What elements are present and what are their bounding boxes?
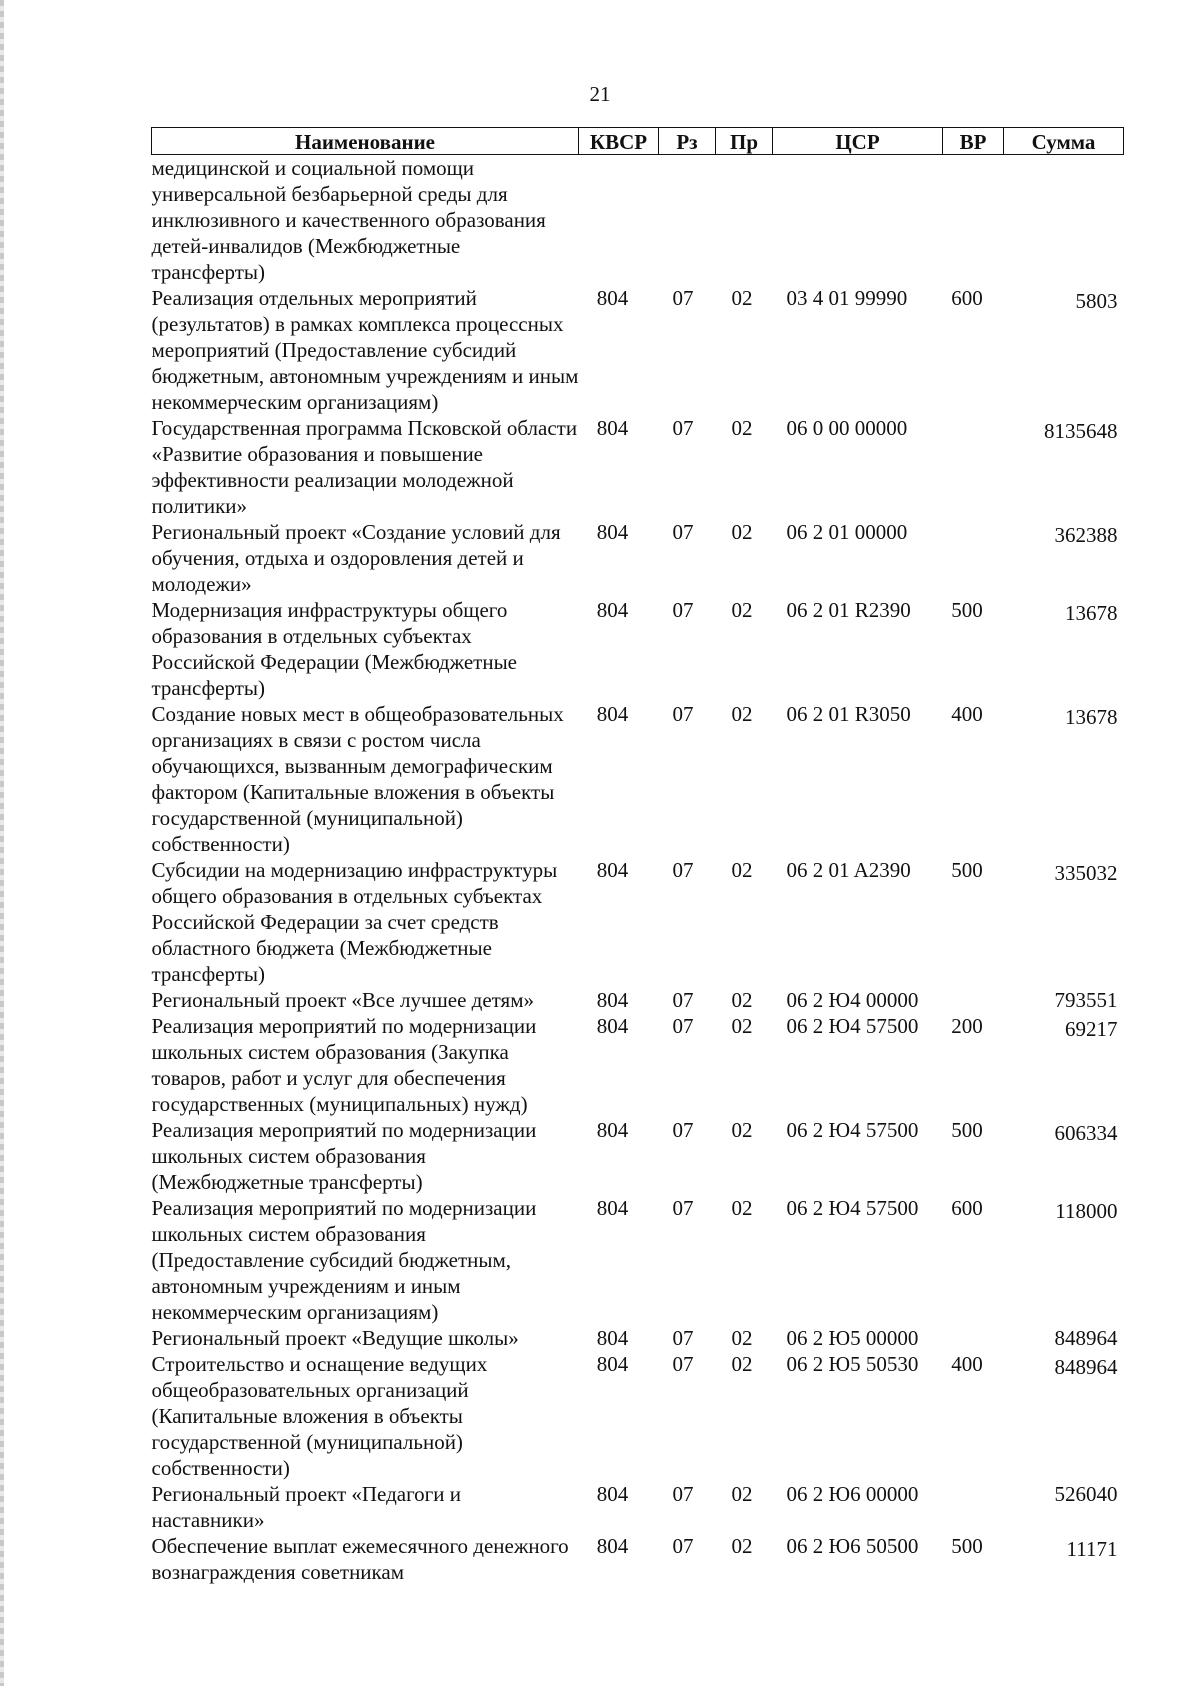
table-row [152,1013,1124,1117]
cell-pr: 02 [731,1534,753,1558]
cell-kvsr: 804 [596,1482,629,1506]
cell-pr: 02 [731,520,753,544]
cell-vr: 600 [951,1196,983,1220]
table-row [152,597,1124,701]
table-header [152,128,1124,155]
table-row [152,155,1124,286]
cell-sum: 5803 [1075,289,1118,313]
budget-table [151,127,1124,1585]
cell-sum: 793551 [1054,988,1118,1012]
cell-pr: 02 [731,1196,753,1220]
table-row [152,701,1124,857]
cell-rz: 07 [672,1014,694,1038]
cell-rz: 07 [672,858,694,882]
cell-name: Региональный проект «Ведущие школы» [151,1326,519,1350]
cell-rz: 07 [672,1482,694,1506]
cell-kvsr: 804 [596,1534,629,1558]
cell-rz: 07 [672,598,694,622]
cell-kvsr: 804 [596,1014,629,1038]
table-row [152,1325,1124,1351]
cell-pr: 02 [731,1118,753,1142]
cell-csr: 06 2 Ю4 57500 [786,1118,919,1142]
table-row [152,1351,1124,1481]
cell-sum: 118000 [1055,1199,1118,1223]
cell-kvsr [579,155,659,286]
table-row [152,1481,1124,1533]
cell-kvsr: 804 [596,988,629,1012]
cell-kvsr: 804 [596,416,629,440]
cell-rz: 07 [672,702,694,726]
table-row [152,1533,1124,1585]
cell-kvsr: 804 [596,520,629,544]
table-row [152,987,1124,1013]
cell-sum: 13678 [1065,705,1118,729]
cell-name: Государственная программа Псковской области «Развитие образования и повышение эффективности реализации молодежной политики» [151,416,578,518]
table-row [152,1195,1124,1325]
table-row [152,285,1124,415]
cell-csr: 06 2 01 00000 [786,520,908,544]
cell-csr: 06 2 Ю4 57500 [786,1196,919,1220]
cell-vr: 500 [951,858,983,882]
cell-csr: 06 2 Ю6 00000 [786,1482,919,1506]
scan-edge [0,0,4,1686]
cell-name: Создание новых мест в общеобразовательных организациях в связи с ростом числа обучающихся, вызванным демографическим фактором (Капитальные вложения в объекты государственной (муниципальной) собственности) [151,702,564,856]
cell-sum: 362388 [1054,523,1118,547]
cell-vr: 500 [951,1534,983,1558]
header-row [152,128,1124,155]
cell-vr: 200 [951,1014,983,1038]
cell-sum: 848964 [1054,1355,1118,1379]
cell-name: Модернизация инфраструктуры общего образования в отдельных субъектах Российской Федерации (Межбюджетные трансферты) [151,598,518,700]
cell-pr: 02 [731,702,753,726]
cell-rz: 07 [672,1534,694,1558]
cell-rz: 07 [672,1118,694,1142]
cell-sum: 526040 [1054,1482,1118,1506]
cell-csr: 06 2 01 A2390 [786,858,911,882]
table-row [152,519,1124,597]
cell-kvsr: 804 [596,598,629,622]
table-row [152,415,1124,519]
cell-sum: 606334 [1054,1121,1118,1145]
cell-kvsr: 804 [596,858,629,882]
cell-vr [943,519,1004,597]
cell-csr: 06 2 Ю4 00000 [786,988,919,1012]
header-vr: ВР [943,128,1004,155]
page-number: 21 [589,82,611,106]
cell-name: Строительство и оснащение ведущих общеобразовательных организаций (Капитальные вложения в объекты государственной (муниципальной) собственности) [151,1352,488,1480]
cell-name: Обеспечение выплат ежемесячного денежного вознаграждения советникам [151,1534,569,1584]
cell-rz: 07 [672,520,694,544]
cell-sum: 69217 [1065,1017,1118,1041]
header-pr: Пр [716,128,773,155]
cell-pr: 02 [731,1482,753,1506]
cell-kvsr: 804 [596,702,629,726]
cell-pr: 02 [731,286,753,310]
header-kvsr: КВСР [579,128,659,155]
cell-name: Региональный проект «Все лучшее детям» [151,988,534,1012]
cell-sum: 11171 [1066,1537,1118,1561]
header-name: Наименование [152,128,579,155]
cell-csr [773,155,943,286]
cell-sum: 8135648 [1044,419,1118,443]
cell-csr: 06 2 01 R3050 [786,702,911,726]
cell-csr: 06 2 Ю6 50500 [786,1534,919,1558]
cell-vr [943,987,1004,1013]
cell-name: Региональный проект «Педагоги и наставники» [151,1482,462,1532]
cell-csr: 06 2 Ю5 50530 [786,1352,919,1376]
table-body [152,155,1124,1586]
header-rz: Рз [659,128,716,155]
cell-name: Реализация мероприятий по модернизации школьных систем образования (Межбюджетные трансферты) [151,1118,537,1194]
cell-rz: 07 [672,1326,694,1350]
cell-vr [943,1481,1004,1533]
cell-csr: 06 2 Ю5 00000 [786,1326,919,1350]
cell-pr: 02 [731,1352,753,1376]
cell-pr: 02 [731,598,753,622]
header-csr: ЦСР [773,128,943,155]
cell-vr: 500 [951,1118,983,1142]
cell-vr: 400 [951,702,983,726]
cell-vr [943,155,1004,286]
cell-rz: 07 [672,416,694,440]
cell-csr: 06 0 00 00000 [786,416,908,440]
cell-pr [716,155,773,286]
cell-name: Реализация мероприятий по модернизации школьных систем образования (Предоставление субсидий бюджетным, автономным учреждениям и иным некоммерческим организациям) [151,1196,537,1324]
cell-sum: 13678 [1065,601,1118,625]
cell-vr: 600 [951,286,983,310]
table-row [152,1117,1124,1195]
cell-kvsr: 804 [596,1352,629,1376]
cell-vr: 500 [951,598,983,622]
cell-name: Реализация мероприятий по модернизации школьных систем образования (Закупка товаров, работ и услуг для обеспечения государственных (муниципальных) нужд) [151,1014,537,1116]
cell-rz: 07 [672,1352,694,1376]
cell-vr [943,1325,1004,1351]
cell-csr: 06 2 01 R2390 [786,598,911,622]
cell-pr: 02 [731,416,753,440]
cell-kvsr: 804 [596,1196,629,1220]
cell-vr [943,415,1004,519]
cell-sum [1004,155,1124,286]
cell-rz [659,155,716,286]
cell-rz: 07 [672,286,694,310]
cell-csr: 06 2 Ю4 57500 [786,1014,919,1038]
cell-pr: 02 [731,858,753,882]
cell-name: Субсидии на модернизацию инфраструктуры общего образования в отдельных субъектах Российской Федерации за счет средств областного бюджета (Межбюджетные трансферты) [151,858,558,986]
cell-rz: 07 [672,1196,694,1220]
table-row [152,857,1124,987]
header-sum: Сумма [1004,128,1124,155]
cell-vr: 400 [951,1352,983,1376]
cell-pr: 02 [731,1014,753,1038]
cell-name: Реализация отдельных мероприятий (результатов) в рамках комплекса процессных мероприятий (Предоставление субсидий бюджетным, автономным учреждениям и иным некоммерческим организациям) [151,286,579,414]
cell-name: Региональный проект «Создание условий для обучения, отдыха и оздоровления детей и молодежи» [151,520,561,596]
cell-sum: 335032 [1054,861,1118,885]
cell-pr: 02 [731,1326,753,1350]
cell-csr: 03 4 01 99990 [786,286,908,310]
cell-kvsr: 804 [596,286,629,310]
cell-kvsr: 804 [596,1118,629,1142]
cell-rz: 07 [672,988,694,1012]
cell-name: медицинской и социальной помощи универсальной безбарьерной среды для инклюзивного и качественного образования детей-инвалидов (Межбюджетные трансферты) [151,156,546,284]
cell-kvsr: 804 [596,1326,629,1350]
cell-sum: 848964 [1054,1326,1118,1350]
cell-pr: 02 [731,988,753,1012]
